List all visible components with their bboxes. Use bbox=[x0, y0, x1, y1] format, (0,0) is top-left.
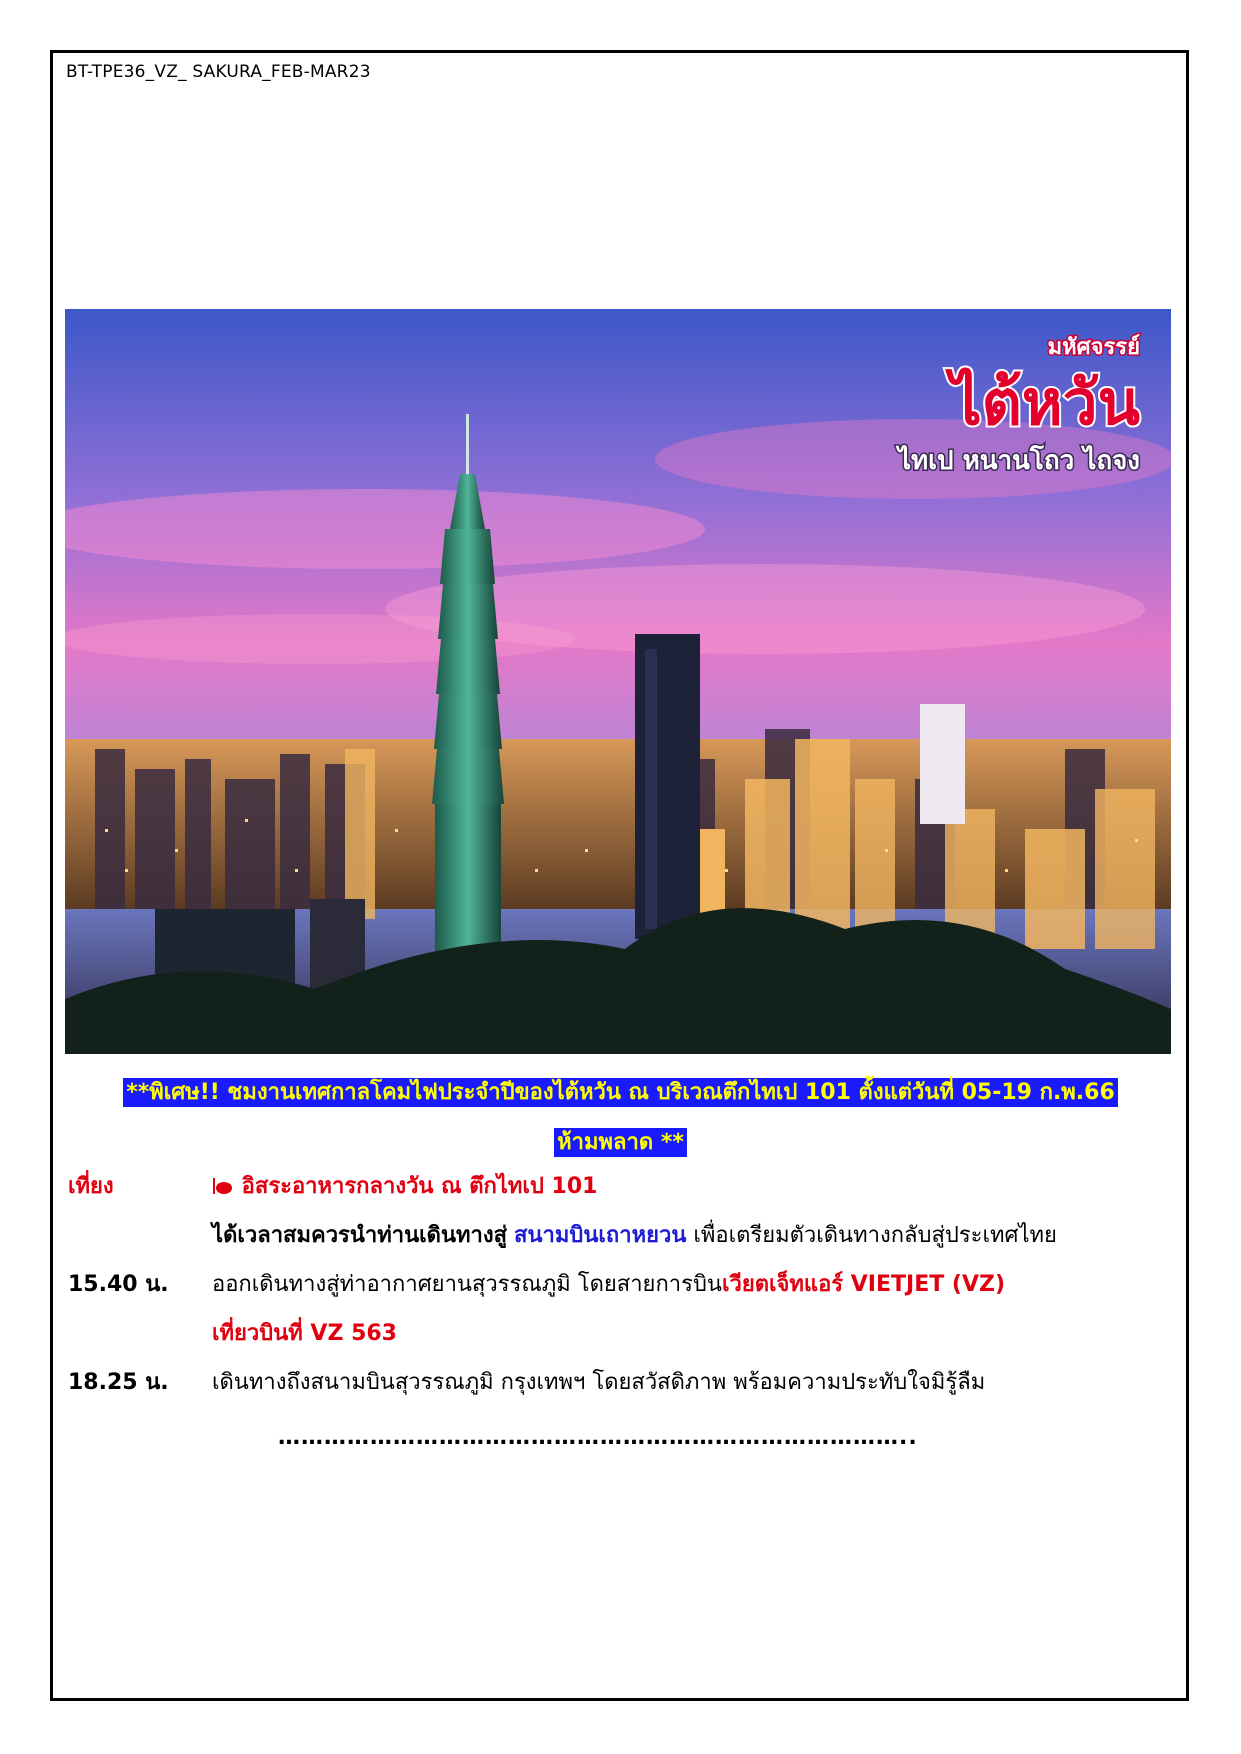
hero-subtitle: ไทเป หนานโถว ไถจง bbox=[897, 446, 1140, 476]
depart-text: ออกเดินทางสู่ท่าอากาศยานสุวรรณภูมิ โดยสายการบิน bbox=[212, 1272, 722, 1297]
arrive-time: 18.25 น. bbox=[68, 1370, 169, 1395]
hero-badge: มหัศจรรย์ bbox=[1047, 335, 1140, 360]
lunch-row bbox=[212, 1168, 597, 1203]
depart-flight: เที่ยวบินที่ VZ 563 bbox=[212, 1321, 397, 1346]
document-code: BT-TPE36_VZ_ SAKURA_FEB-MAR23 bbox=[66, 62, 371, 82]
utensils-icon bbox=[212, 1174, 242, 1199]
depart-row bbox=[212, 1266, 1005, 1301]
hero-image bbox=[65, 309, 1171, 1054]
depart-time: 15.40 น. bbox=[68, 1272, 169, 1297]
depart-airline: เวียตเจ็ทแอร์ VIETJET (VZ) bbox=[721, 1272, 1005, 1297]
arrive-text: เดินทางถึงสนามบินสุวรรณภูมิ กรุงเทพฯ โดยสวัสดิภาพ พร้อมความประทับใจมิรู้ลืม bbox=[212, 1370, 986, 1395]
transfer-suffix: เพื่อเตรียมตัวเดินทางกลับสู่ประเทศไทย bbox=[693, 1223, 1057, 1248]
taipei-skyline-illustration bbox=[65, 309, 1171, 1054]
transfer-row bbox=[212, 1217, 1057, 1252]
hero-title: ไต้หวัน bbox=[950, 366, 1140, 439]
promo-line-2: ห้ามพลาด ** bbox=[0, 1124, 1241, 1159]
lunch-text: อิสระอาหารกลางวัน ณ ตึกไทเป 101 bbox=[241, 1174, 598, 1199]
end-dots: ……………………………………………………………………….. bbox=[278, 1425, 918, 1450]
promo-line-1: **พิเศษ!! ชมงานเทศกาลโคมไฟประจำปีของไต้หวัน ณ บริเวณตึกไทเป 101 ตั้งแต่วันที่ 05-19 ก.พ.66 bbox=[0, 1074, 1241, 1109]
transfer-prefix: ได้เวลาสมควรนำท่านเดินทางสู่ bbox=[212, 1223, 508, 1248]
lunch-label: เที่ยง bbox=[68, 1174, 114, 1199]
transfer-place: สนามบินเถาหยวน bbox=[514, 1223, 687, 1248]
